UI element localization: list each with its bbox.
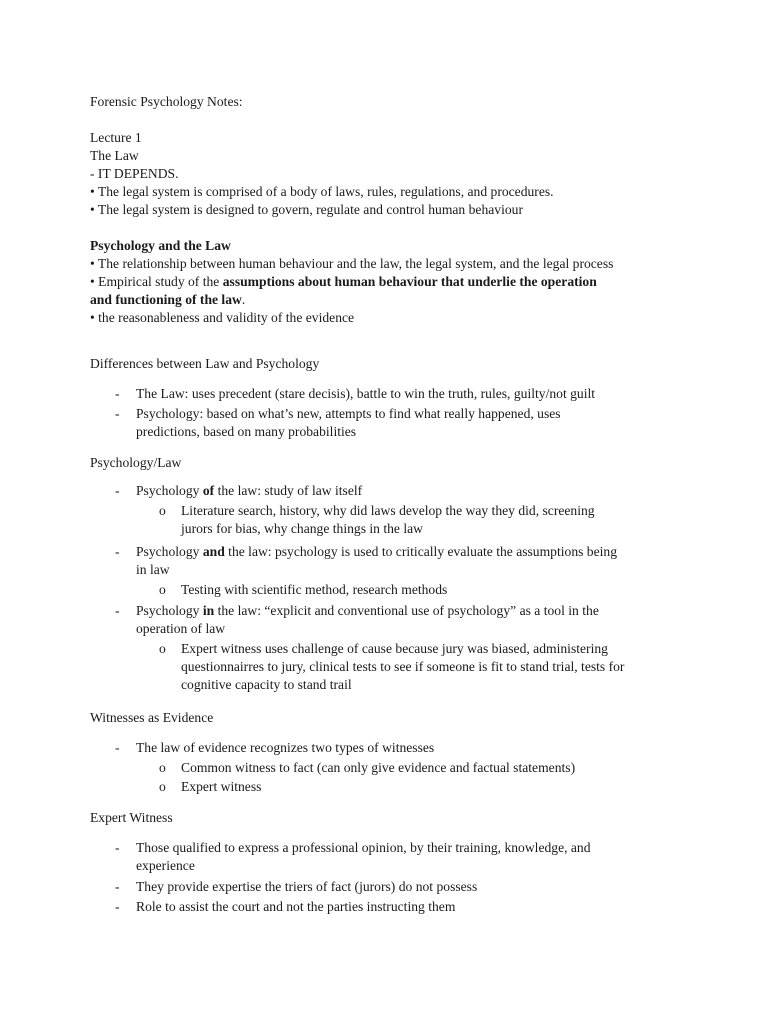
document-page: Forensic Psychology Notes: Lecture 1 The Law - IT DEPENDS. • The legal system is comprised of a body of laws, rules, regulations, and procedures. • The legal system is designed to govern, regulate and control human behaviour Psychology and the Law • The relationship between human behaviour and the law, the legal system, and the legal process • Empirical study of the assumptions about human behaviour that underlie the operation and functioning of the law. • the reasonableness and validity of the evidence Differences between Law and Psychology - The Law: uses precedent (stare decisis), battle to win the truth, rules, guilty/not guilt - Psychology: based on what’s new, attempts to find what really happened, uses predictions, based on many probabilities Psychology/Law - Psychology of the law: study of law itself o Literature search, history, why did laws develop the way they did, screening jurors for bias, why change things in the law - Psychology and the law: psychology is used to critically evaluate the assumptions being in law o Testing with scientific method, research methods - Psychology in the law: “explicit and conventional use of psychology” as a tool in the operation of law o Expert witness uses challenge of cause because jury was biased, administering questionnairres to jury, clinical tests to see if someone is fit to stand trial, tests for cognitive capacity to stand trail Witnesses as Evidence - The law of evidence recognizes two types of witnesses o Common witness to fact (can only give evidence and factual statements) o Expert witness Expert Witness - Those qualified to express a professional opinion, by their training, knowledge, and experience - They provide expertise the triers of fact (jurors) do not possess - Role to assist the court and not the parties instructing them	[0, 0, 768, 1024]
pal-line: and functioning of the law.	[90, 292, 246, 307]
law-line: - IT DEPENDS.	[90, 166, 179, 181]
dash-marker: -	[115, 840, 120, 855]
circle-marker: o	[159, 582, 166, 597]
dash-marker: -	[115, 879, 120, 894]
pal-line: • the reasonableness and validity of the evidence	[90, 310, 355, 325]
dash-marker: -	[115, 899, 120, 914]
dash-marker: -	[115, 740, 120, 755]
law-line: • The legal system is comprised of a body of laws, rules, regulations, and procedures.	[90, 184, 554, 199]
document-title: Forensic Psychology Notes:	[90, 94, 243, 109]
law-heading: The Law	[90, 148, 139, 163]
dash-marker: -	[115, 406, 120, 421]
lecture-label: Lecture 1	[90, 130, 142, 145]
pal-line: • The relationship between human behaviour and the law, the legal system, and the legal process	[90, 256, 614, 271]
circle-marker: o	[159, 503, 166, 518]
circle-marker: o	[159, 760, 166, 775]
circle-marker: o	[159, 779, 166, 794]
dash-marker: -	[115, 603, 120, 618]
section-heading: Differences between Law and Psychology	[90, 356, 320, 371]
pal-line: • Empirical study of the assumptions about human behaviour that underlie the operation	[90, 274, 597, 289]
section-heading: Expert Witness	[90, 810, 173, 825]
section-heading: Psychology and the Law	[90, 238, 231, 253]
dash-marker: -	[115, 544, 120, 559]
dash-marker: -	[115, 386, 120, 401]
section-heading: Witnesses as Evidence	[90, 710, 214, 725]
psychology-and-law-section	[90, 237, 690, 327]
circle-marker: o	[159, 641, 166, 656]
dash-marker: -	[115, 483, 120, 498]
lecture-section	[90, 129, 690, 219]
section-heading: Psychology/Law	[90, 455, 182, 470]
law-line: • The legal system is designed to govern, regulate and control human behaviour	[90, 202, 523, 217]
